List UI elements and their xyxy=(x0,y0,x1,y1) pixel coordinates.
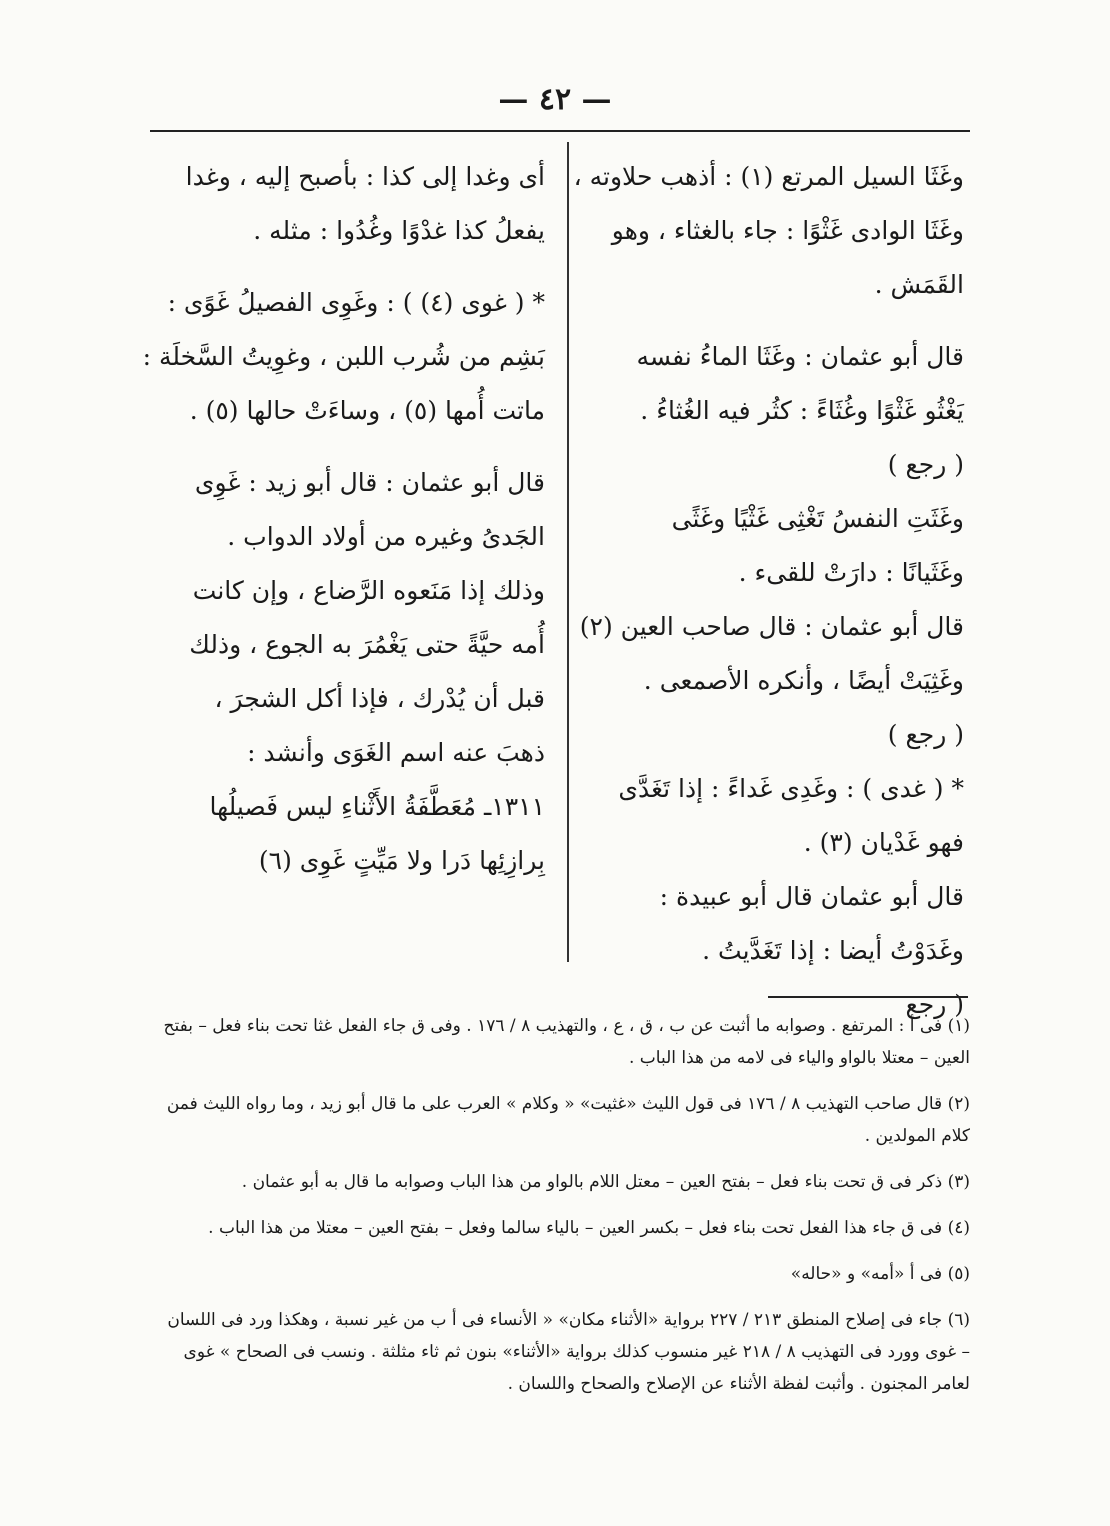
text-line: قال أبو عثمان قال أبو عبيدة : xyxy=(659,882,964,911)
text-line: أُمه حيَّةً حتى يَغْمُرَ به الجوع ، وذلك xyxy=(189,630,545,659)
footnote: (٥) فى أ «أمه» و «حاله» xyxy=(790,1264,970,1284)
text-line: فهو غَدْيان (٣) . xyxy=(803,828,964,857)
footnote: (٦) جاء فى إصلاح المنطق ٢١٣ / ٢٢٧ برواية «الأثناء مكان» « الأنساء فى أ ب من غير نسبة ، وهكذا ورد فى اللسان – غوى وورد فى التهذيب ٨ / ٢١٨ غير منسوب كذلك برواية «الأثناء» بنون ثم ثاء مثلثة . ونسب فى الصحاح » غوى لعامر المجنون . وأثبت لفظة الأثناء عن الإصلاح والصحاح واللسان . xyxy=(167,1310,970,1394)
text-line: وغَدَوْتُ أيضا : إذا تَغَدَّيتُ . xyxy=(702,936,964,965)
entry-heading: * ( غدى ) : وغَدِى غَداءً : إذا تَغَدَّى xyxy=(618,774,964,803)
text-line: قال أبو عثمان : وغَثَا الماءُ نفسه xyxy=(636,342,964,371)
text-line: قال أبو عثمان : قال صاحب العين (٢) xyxy=(579,612,964,641)
text-line: الجَدىُ وغيره من أولاد الدواب . xyxy=(227,522,545,551)
header-rule xyxy=(150,130,970,132)
text-line: قال أبو عثمان : قال أبو زيد : غَوِى xyxy=(194,468,545,497)
footnote: (٣) ذكر فى ق تحت بناء فعل – بفتح العين – معتل اللام بالواو من هذا الباب وصوابه ما قال به أبو عثمان . xyxy=(241,1172,970,1192)
page-number: — ٤٢ — xyxy=(498,82,612,117)
verse-line: بِرازِئِها دَرا ولا مَيِّتٍ غَوِى (٦) xyxy=(258,846,545,875)
text-line: قبل أن يُدْرك ، فإذا أكل الشجرَ ، xyxy=(214,684,545,713)
footnotes xyxy=(155,1010,970,1414)
column-divider xyxy=(567,142,569,962)
text-line: ماتت أُمها (٥) ، وساءَتْ حالها (٥) . xyxy=(189,396,545,425)
footnote-rule xyxy=(768,996,968,998)
text-line: يَغْثُو غَثْوًا وغُثَاءً : كثُر فيه الغُثاءُ . xyxy=(640,396,964,425)
entry-heading: * ( غوى (٤) ) : وغَوِى الفصيلُ غَوًى : xyxy=(167,288,545,317)
right-column xyxy=(573,150,964,1032)
text-line: أى وغدا إلى كذا : بأصبح إليه ، وغدا xyxy=(185,162,545,191)
text-line: وغَثِيَتْ أيضًا ، وأنكره الأصمعى . xyxy=(643,666,964,695)
section-marker: ( رجع xyxy=(905,990,964,1019)
text-line: ذهبَ عنه اسم الغَوَى وأنشد : xyxy=(247,738,545,767)
section-marker: ( رجع ) xyxy=(887,450,964,479)
verse-line: ١٣١١ـ مُعَطَّفَةُ الأَثْناءِ ليس فَصيلُها xyxy=(209,792,545,821)
text-line: يفعلُ كذا غدْوًا وغُدُوا : مثله . xyxy=(253,216,545,245)
text-line: وذلك إذا مَنَعوه الرَّضاع ، وإن كانت xyxy=(192,576,545,605)
footnote: (٤) فى ق جاء هذا الفعل تحت بناء فعل – بكسر العين – بالياء سالما وفعل – بفتح العين – معتلا من هذا الباب . xyxy=(208,1218,970,1238)
footnote: (٢) قال صاحب التهذيب ٨ / ١٧٦ فى قول الليث «غثيت» « وكلام » العرب على ما قال أبو زيد ، وما رواه الليث فمن كلام المولدين . xyxy=(166,1094,970,1146)
text-line: بَشِم من شُرب اللبن ، وغوِيتُ السَّخلَة : xyxy=(142,342,545,371)
text-line: وغَثَا السيل المرتع (١) : أذهب حلاوته ، xyxy=(573,162,964,191)
footnote: (١) فى أ : المرتفع . وصوابه ما أثبت عن ب ، ق ، ع ، والتهذيب ٨ / ١٧٦ . وفى ق جاء الفعل غثا تحت بناء فعل – بفتح العين – معتلا بالواو والياء فى لامه من هذا الباب . xyxy=(163,1016,970,1068)
section-marker: ( رجع ) xyxy=(887,720,964,749)
text-line: وغَثَيانًا : دارَتْ للقىء . xyxy=(738,558,964,587)
text-line: وغَثَا الوادى غَثْوًا : جاء بالغثاء ، وهو xyxy=(611,216,964,245)
text-line: وغَثَتِ النفسُ تَغْثِى غَثْيًا وغَثًى xyxy=(671,504,964,533)
text-line: القَمَش . xyxy=(874,270,964,299)
left-column xyxy=(142,150,545,888)
